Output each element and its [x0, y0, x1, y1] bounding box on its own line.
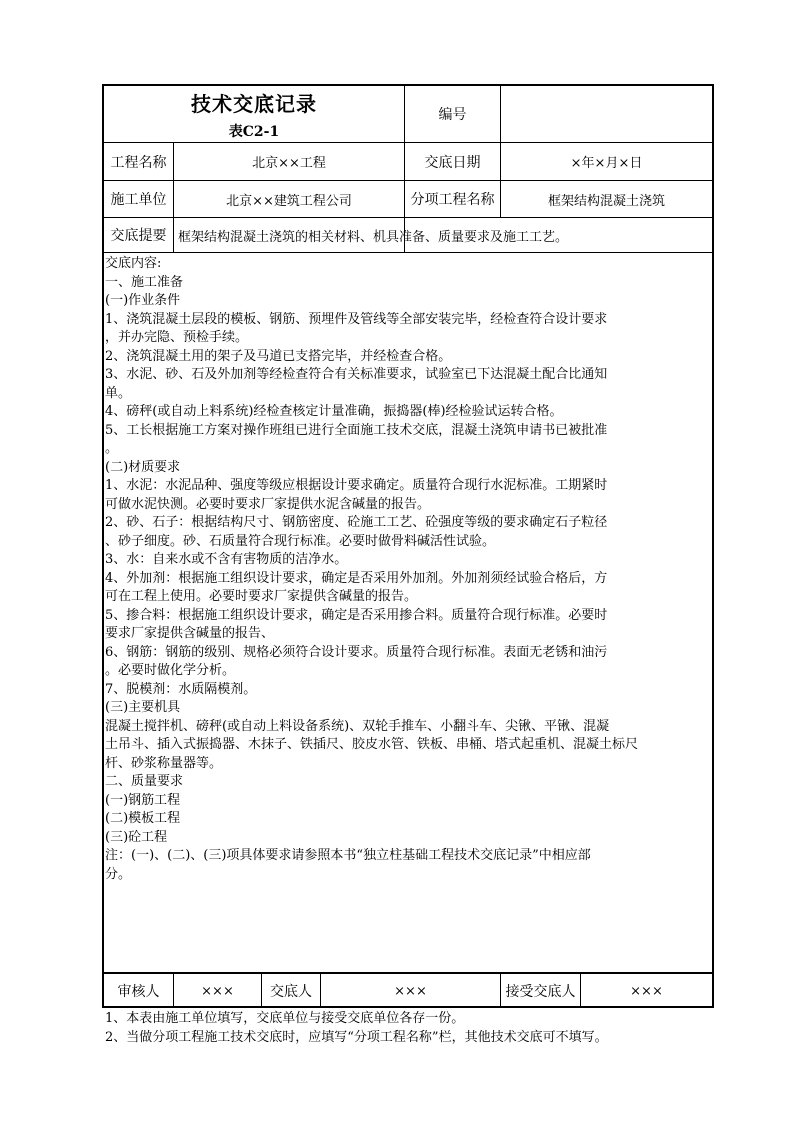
reviewer-label: 审核人 — [117, 984, 160, 1000]
content-line: 、砂子细度。砂、石质量符合现行标准。必要时做骨料碱活性试验。 — [105, 533, 496, 549]
reviewer-field[interactable]: ××× — [201, 983, 234, 999]
summary-field[interactable]: 框架结构混凝土浇筑的相关材料、机具准备、质量要求及施工工艺。 — [178, 229, 569, 245]
form-code: 表C2-1 — [228, 123, 280, 140]
content-line: 分。 — [105, 866, 132, 882]
content-line: 4、磅秤(或自动上料系统)经检查核定计量准确，振捣器(棒)经检验试运转合格。 — [105, 404, 563, 419]
disclosure-date-field[interactable]: ×年×月×日 — [570, 156, 643, 171]
subproject-name-field[interactable]: 框架结构混凝土浇筑 — [547, 193, 665, 209]
content-line: 单。 — [105, 385, 132, 401]
content-line: (三)主要机具 — [105, 700, 181, 715]
project-name-field[interactable]: 北京××工程 — [252, 156, 326, 171]
summary-label: 交底提要 — [110, 228, 167, 244]
disclosure-date-label: 交底日期 — [424, 154, 481, 171]
receiver-label: 接受交底人 — [505, 984, 576, 1000]
content-line: 。必要时做化学分析。 — [105, 663, 236, 678]
content-line: 5、工长根据施工方案对操作班组已进行全面施工技术交底，混凝土浇筑申请书已被批准 — [105, 422, 608, 438]
content-line: 7、脱模剂：水质隔模剂。 — [105, 681, 257, 697]
subproject-name-label: 分项工程名称 — [410, 192, 495, 208]
number-field[interactable] — [501, 86, 712, 142]
content-heading: 交底内容: — [105, 256, 162, 271]
row-divider — [102, 252, 714, 253]
content-line: (三)砼工程 — [105, 829, 168, 845]
content-line: 可做水泥快测。必要时要求厂家提供水泥含碱量的报告。 — [105, 496, 431, 512]
content-line: 要求厂家提供含碱量的报告、 — [105, 626, 275, 641]
project-name-label: 工程名称 — [110, 154, 167, 171]
content-line: (二)材质要求 — [105, 459, 181, 475]
content-line: 二、质量要求 — [105, 774, 184, 789]
disclosure-content — [105, 255, 711, 884]
content-line: 5、掺合料：根据施工组织设计要求，确定是否采用掺合料。质量符合现行标准。必要时 — [105, 607, 608, 623]
construction-unit-field[interactable]: 北京××建筑工程公司 — [226, 193, 352, 209]
content-line: 3、水：自来水或不含有害物质的洁净水。 — [105, 552, 348, 567]
footnote: 1、本表由施工单位填写，交底单位与接受交底单位各存一份。 — [105, 1011, 465, 1026]
content-line: 1、水泥：水泥品种、强度等级应根据设计要求确定。质量符合现行水泥标准。工期紧时 — [105, 478, 608, 493]
content-line: 混凝土搅拌机、磅秤(或自动上料设备系统)、双轮手推车、小翻斗车、尖锹、平锹、混凝 — [105, 718, 610, 734]
content-line: 土吊斗、插入式振捣器、木抹子、铁插尺、胶皮水管、铁板、串桶、塔式起重机、混凝土标尺 — [105, 737, 639, 752]
footnote: 2、当做分项工程施工技术交底时，应填写“分项工程名称”栏，其他技术交底可不填写。 — [105, 1030, 608, 1045]
number-label: 编号 — [438, 107, 467, 123]
construction-unit-label: 施工单位 — [110, 192, 167, 208]
content-line: 杆、砂浆称量器等。 — [105, 755, 223, 771]
content-line: (二)模板工程 — [105, 811, 181, 826]
title-block — [104, 86, 404, 142]
discloser-field[interactable]: ××× — [394, 983, 427, 999]
content-line: 注：(一)、(二)、(三)项具体要求请参照本书“独立柱基础工程技术交底记录”中相应部 — [105, 848, 591, 863]
content-line: (一)钢筋工程 — [105, 792, 181, 808]
content-line: (一)作业条件 — [105, 293, 181, 308]
content-line: ，并办完隐、预检手续。 — [105, 330, 249, 345]
content-line: 2、浇筑混凝土用的架子及马道已支搭完毕，并经检查合格。 — [105, 348, 452, 364]
page-title: 技术交底记录 — [191, 91, 317, 116]
content-line: 2、砂、石子：根据结构尺寸、钢筋密度、砼施工工艺、砼强度等级的要求确定石子粒径 — [105, 515, 608, 530]
discloser-label: 交底人 — [270, 984, 312, 1000]
receiver-field[interactable]: ××× — [630, 983, 663, 999]
content-line: 一、施工准备 — [105, 274, 184, 290]
content-line: 。 — [105, 441, 119, 456]
content-line: 1、浇筑混凝土层段的模板、钢筋、预埋件及管线等全部安装完毕，经检查符合设计要求 — [105, 311, 608, 327]
content-line: 3、水泥、砂、石及外加剂等经检查符合有关标准要求，试验室已下达混凝土配合比通知 — [105, 367, 608, 382]
content-line: 6、钢筋：钢筋的级别、规格必须符合设计要求。质量符合现行标准。表面无老锈和油污 — [105, 644, 608, 660]
footnotes — [105, 1009, 608, 1047]
content-line: 4、外加剂：根据施工组织设计要求，确定是否采用外加剂。外加剂须经试验合格后，方 — [105, 570, 608, 586]
content-line: 可在工程上使用。必要时要求厂家提供含碱量的报告。 — [105, 589, 418, 604]
